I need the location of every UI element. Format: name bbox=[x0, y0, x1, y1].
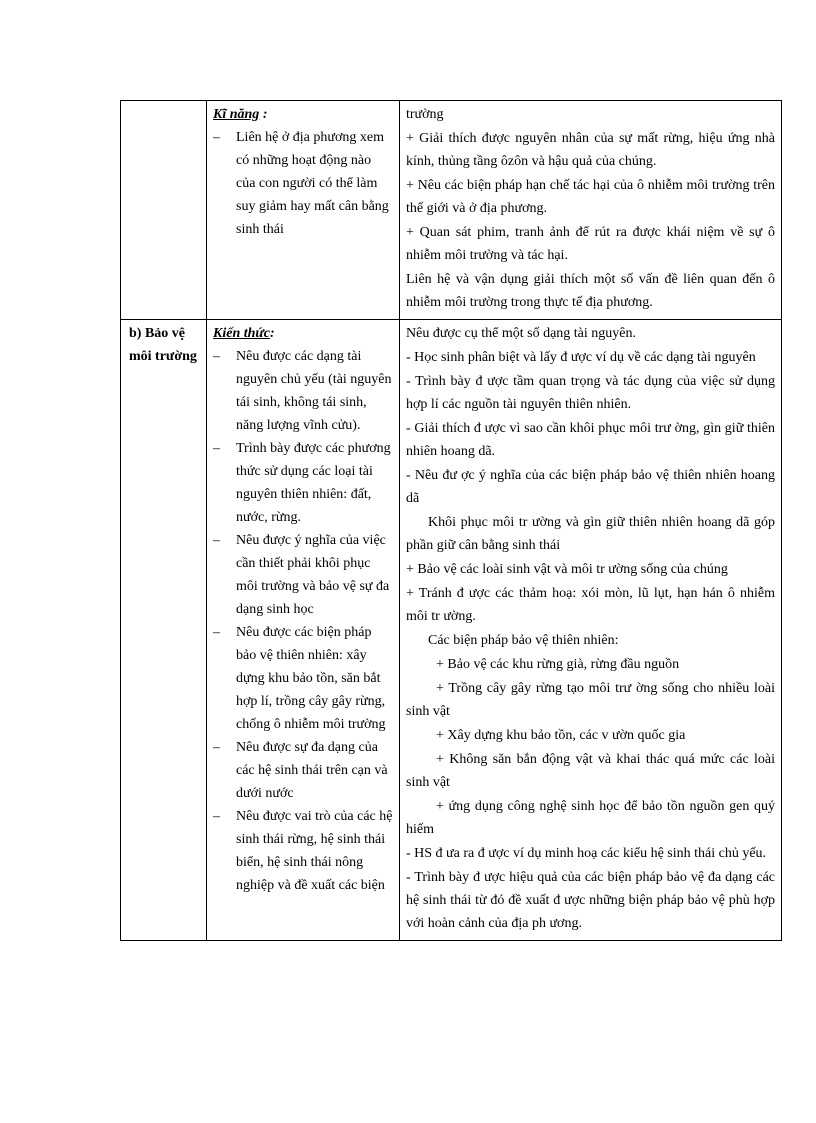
guidance-cell bbox=[400, 101, 782, 320]
guidance-paragraph: + Giải thích được nguyên nhân của sự mất rừng, hiệu ứng nhà kính, thủng tầng ôzôn và hậu quả của chúng. bbox=[406, 131, 775, 169]
guidance-paragraph: + ứng dụng công nghệ sinh học để bảo tồn nguồn gen quý hiếm bbox=[406, 799, 775, 837]
guidance-paragraph: Nêu được cụ thể một số dạng tài nguyên. bbox=[406, 326, 636, 341]
guidance-paragraph: + Bảo vệ các loài sinh vật và môi tr ường sống của chúng bbox=[406, 562, 728, 577]
guidance-paragraph: - Học sinh phân biệt và lấy đ ược ví dụ về các dạng tài nguyên bbox=[406, 350, 756, 365]
requirement-cell bbox=[207, 101, 400, 320]
table-row-skills bbox=[121, 101, 782, 320]
guidance-paragraph: + Bảo vệ các khu rừng già, rừng đầu nguồn bbox=[436, 657, 680, 672]
list-item: – Nêu được các biện pháp bảo vệ thiên nhiên: xây dựng khu bảo tồn, săn bắt hợp lí, trồng cây gây rừng, chống ô nhiễm môi trường bbox=[213, 621, 393, 736]
topic-label bbox=[127, 107, 129, 122]
guidance-paragraph: + Xây dựng khu bảo tồn, các v ườn quốc gia bbox=[436, 728, 686, 743]
guidance-paragraph: - Trình bày đ ược tầm quan trọng và tác dụng của việc sử dụng hợp lí các nguồn tài nguyên thiên nhiên. bbox=[406, 374, 775, 412]
list-item: – Nêu được ý nghĩa của việc cần thiết phải khôi phục môi trường và bảo vệ sự đa dạng sinh học bbox=[213, 529, 393, 621]
guidance-paragraph: + Quan sát phim, tranh ảnh để rút ra được khái niệm về sự ô nhiễm môi trường và tác hại. bbox=[406, 225, 775, 263]
guidance-paragraph: + Nêu các biện pháp hạn chế tác hại của ô nhiễm môi trường trên thế giới và ở địa phương. bbox=[406, 178, 775, 216]
table-row-environment bbox=[121, 320, 782, 941]
guidance-cell bbox=[400, 320, 782, 941]
content-table bbox=[120, 100, 782, 941]
topic-cell bbox=[121, 101, 207, 320]
guidance-paragraph: - HS đ ưa ra đ ược ví dụ minh hoạ các kiểu hệ sinh thái chủ yếu. bbox=[406, 846, 767, 861]
requirement-list bbox=[213, 345, 393, 897]
topic-label: b) Bảo vệ môi trường bbox=[129, 326, 197, 364]
topic-cell bbox=[121, 320, 207, 941]
list-item: – Liên hệ ở địa phương xem có những hoạt động nào của con người có thể làm suy giảm hay mất cân bằng sinh thái bbox=[213, 126, 393, 241]
section-heading: Kĩ năng : bbox=[213, 107, 268, 122]
list-item: – Trình bày được các phương thức sử dụng các loại tài nguyên thiên nhiên: đất, nước, rừng. bbox=[213, 437, 393, 529]
requirement-list bbox=[213, 126, 393, 241]
guidance-paragraph: - Nêu đư ợc ý nghĩa của các biện pháp bảo vệ thiên nhiên hoang dã bbox=[406, 468, 775, 506]
guidance-paragraph: + Tránh đ ược các thảm hoạ: xói mòn, lũ lụt, hạn hán ô nhiễm môi tr ường. bbox=[406, 586, 775, 624]
guidance-paragraph: Liên hệ và vận dụng giải thích một số vấn đề liên quan đến ô nhiễm môi trường trong thực tế địa phương. bbox=[406, 272, 775, 310]
guidance-paragraph: - Giải thích đ ược vì sao cần khôi phục môi trư ờng, gìn giữ thiên nhiên hoang dã. bbox=[406, 421, 775, 459]
guidance-paragraph: Các biện pháp bảo vệ thiên nhiên: bbox=[428, 633, 619, 648]
guidance-paragraph: - Trình bày đ ược hiệu quả của các biện pháp bảo vệ đa dạng các hệ sinh thái từ đó đề xuất đ ược những biện pháp bảo vệ phù hợp với hoàn cảnh của địa ph ương. bbox=[406, 870, 775, 931]
section-heading: Kiến thức: bbox=[213, 326, 275, 341]
guidance-paragraph: + Không săn bắn động vật và khai thác quá mức các loài sinh vật bbox=[406, 752, 775, 790]
guidance-paragraph: + Trồng cây gây rừng tạo môi trư ờng sống cho nhiều loài sinh vật bbox=[406, 681, 775, 719]
list-item: – Nêu được vai trò của các hệ sinh thái rừng, hệ sinh thái biển, hệ sinh thái nông nghiệp và đề xuất các biện bbox=[213, 805, 393, 897]
list-item: – Nêu được các dạng tài nguyên chủ yếu (tài nguyên tái sinh, không tái sinh, năng lượng vĩnh cửu). bbox=[213, 345, 393, 437]
requirement-cell bbox=[207, 320, 400, 941]
list-item: – Nêu được sự đa dạng của các hệ sinh thái trên cạn và dưới nước bbox=[213, 736, 393, 805]
guidance-paragraph: trường bbox=[406, 107, 444, 122]
guidance-paragraph: Khôi phục môi tr ường và gìn giữ thiên nhiên hoang dã góp phần giữ cân bằng sinh thái bbox=[406, 515, 775, 553]
